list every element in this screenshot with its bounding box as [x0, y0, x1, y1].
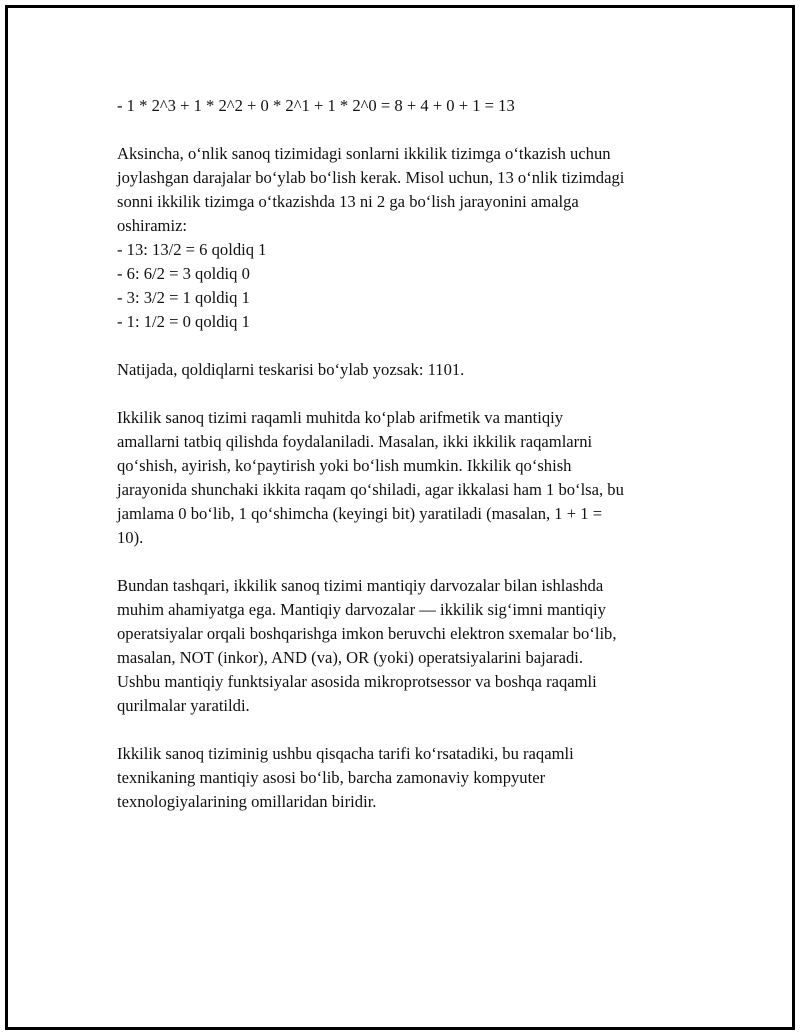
- paragraph-gap: [117, 550, 697, 574]
- text-line: jarayonida shunchaki ikkita raqam qoʻshiladi, agar ikkalasi ham 1 boʻlsa, bu: [117, 480, 624, 499]
- division-step: - 3: 3/2 = 1 qoldiq 1: [117, 288, 250, 307]
- paragraph-gap: [117, 718, 697, 742]
- paragraph-gap: [117, 334, 697, 358]
- text-line: joylashgan darajalar boʻylab boʻlish kerak. Misol uchun, 13 oʻnlik tizimdagi: [117, 168, 625, 187]
- text-line: texnologiyalarining omillaridan biridir.: [117, 792, 377, 811]
- text-line: 10).: [117, 528, 144, 547]
- document-body: [117, 94, 697, 814]
- text-line: - 1 * 2^3 + 1 * 2^2 + 0 * 2^1 + 1 * 2^0 = 8 + 4 + 0 + 1 = 13: [117, 96, 515, 115]
- paragraph-conclusion: [117, 742, 697, 814]
- text-line: Ikkilik sanoq tiziminig ushbu qisqacha tarifi koʻrsatadiki, bu raqamli: [117, 744, 574, 763]
- text-line: Bundan tashqari, ikkilik sanoq tizimi mantiqiy darvozalar bilan ishlashda: [117, 576, 604, 595]
- division-step: - 13: 13/2 = 6 qoldiq 1: [117, 240, 267, 259]
- text-line: masalan, NOT (inkor), AND (va), OR (yoki) operatsiyalarini bajaradi.: [117, 648, 584, 667]
- text-line: oshiramiz:: [117, 216, 188, 235]
- text-line: Ikkilik sanoq tizimi raqamli muhitda koʻplab arifmetik va mantiqiy: [117, 408, 564, 427]
- paragraph-result: [117, 358, 697, 382]
- division-step: - 1: 1/2 = 0 qoldiq 1: [117, 312, 250, 331]
- paragraph-decimal-to-binary: [117, 142, 697, 334]
- text-line: Natijada, qoldiqlarni teskarisi boʻylab yozsak: 1101.: [117, 360, 465, 379]
- text-line: qoʻshish, ayirish, koʻpaytirish yoki boʻlish mumkin. Ikkilik qoʻshish: [117, 456, 572, 475]
- text-line: muhim ahamiyatga ega. Mantiqiy darvozalar — ikkilik sigʻimni mantiqiy: [117, 600, 606, 619]
- paragraph-gap: [117, 382, 697, 406]
- text-line: Aksincha, oʻnlik sanoq tizimidagi sonlarni ikkilik tizimga oʻtkazish uchun: [117, 144, 611, 163]
- paragraph-arithmetic: [117, 406, 697, 550]
- text-line: jamlama 0 boʻlib, 1 qoʻshimcha (keyingi bit) yaratiladi (masalan, 1 + 1 =: [117, 504, 603, 523]
- text-line: texnikaning mantiqiy asosi boʻlib, barcha zamonaviy kompyuter: [117, 768, 546, 787]
- text-line: sonni ikkilik tizimga oʻtkazishda 13 ni 2 ga boʻlish jarayonini amalga: [117, 192, 579, 211]
- text-line: Ushbu mantiqiy funktsiyalar asosida mikroprotsessor va boshqa raqamli: [117, 672, 597, 691]
- paragraph-gap: [117, 118, 697, 142]
- division-step: - 6: 6/2 = 3 qoldiq 0: [117, 264, 250, 283]
- text-line: operatsiyalar orqali boshqarishga imkon beruvchi elektron sxemalar boʻlib,: [117, 624, 617, 643]
- paragraph-logic-gates: [117, 574, 697, 718]
- paragraph-formula: [117, 94, 697, 118]
- text-line: qurilmalar yaratildi.: [117, 696, 250, 715]
- text-line: amallarni tatbiq qilishda foydalaniladi. Masalan, ikki ikkilik raqamlarni: [117, 432, 593, 451]
